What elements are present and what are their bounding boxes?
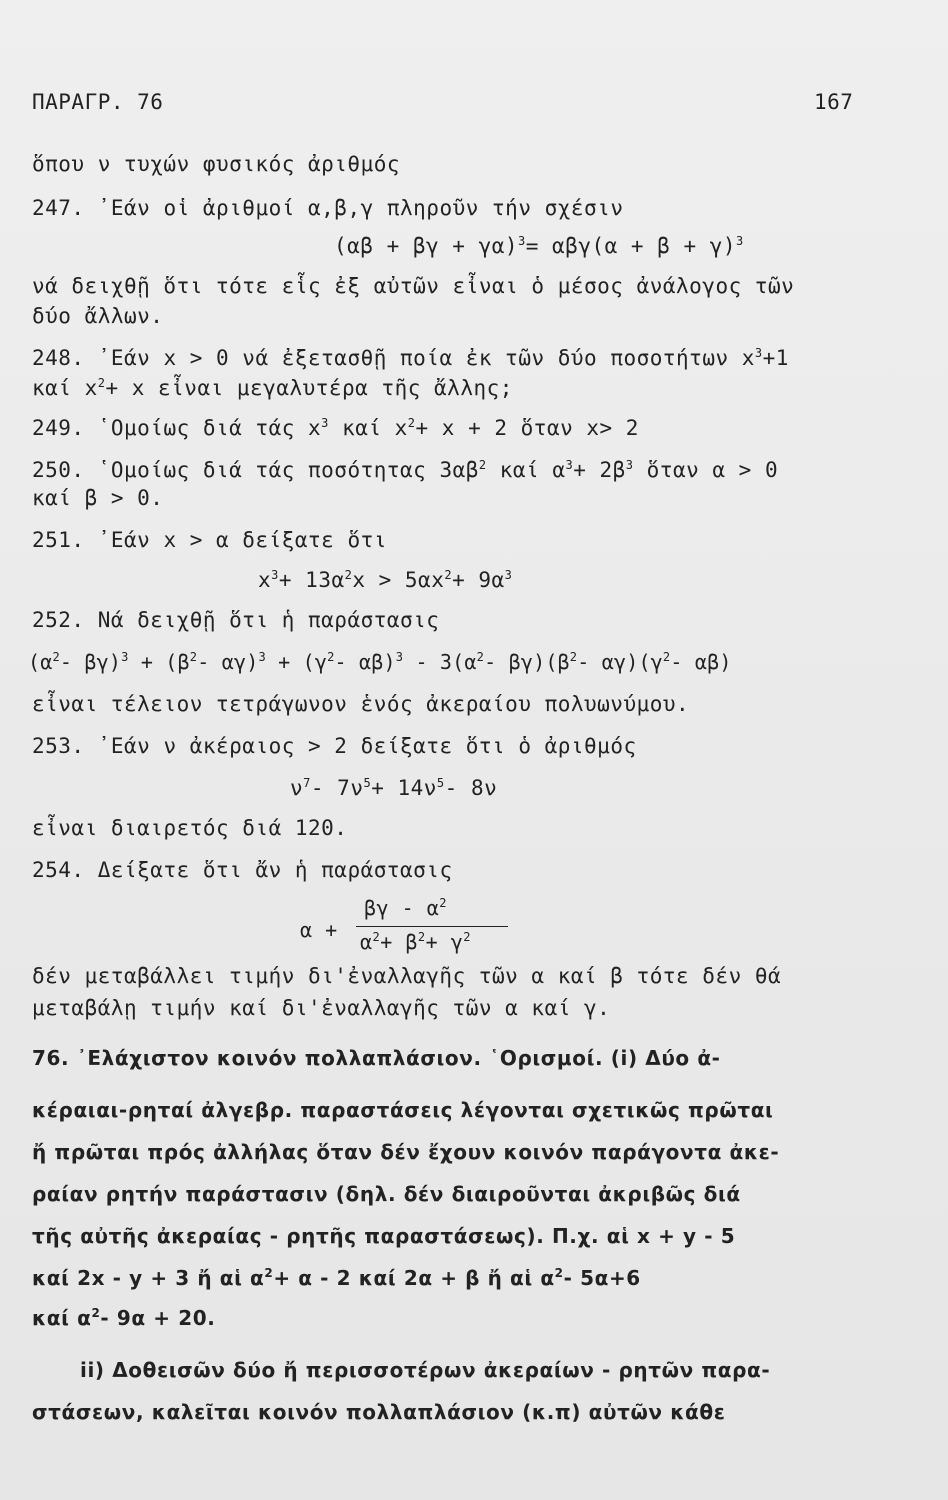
- text-line: καί β > 0.: [32, 486, 164, 510]
- text-line: ii) Δοθεισῶν δύο ἤ περισσοτέρων ἀκεραίων - ρητῶν παρα-: [80, 1358, 771, 1382]
- text-line: καί 2x - y + 3 ἤ αἱ $\alpha^2+ \alpha - 2$ καί 2α + β ἤ αἱ $\alpha^2-$ 5α+6: [32, 1266, 641, 1290]
- text-line: εἶναι διαιρετός διά 120.: [32, 816, 348, 840]
- page-number: 167: [814, 90, 854, 114]
- fraction-bar: [356, 926, 508, 927]
- text-line: εἶναι τέλειον τετράγωνον ἑνός ἀκεραίου πολυωνύμου.: [32, 692, 690, 716]
- problem-251: 251. ᾿Εάν x > α δείξατε ὅτι: [32, 528, 387, 552]
- problem-247: [32, 194, 623, 222]
- problem-248-cont: καί $x^2+ x$ εἶναι μεγαλυτέρα τῆς ἄλλης;: [32, 376, 513, 400]
- text-line: νά δειχθῇ ὅτι τότε εἷς ἐξ αὐτῶν εἶναι ὁ μέσος ἀνάλογος τῶν: [32, 274, 795, 298]
- text-line: μεταβάλῃ τιμήν καί δι'ἐναλλαγῆς τῶν α καί γ.: [32, 996, 611, 1020]
- problem-250: 250. ῾Ομοίως διά τάς ποσότητας $3\alpha\beta^2$ καί $\alpha^3+ 2\beta^3$ ὅταν α > 0: [32, 458, 779, 482]
- fraction-numerator: βγ - $\alpha^2$: [364, 896, 447, 920]
- text-line: ὅπου ν τυχών φυσικός ἀριθμός: [32, 152, 401, 176]
- running-header-section: ΠΑΡΑΓΡ. 76: [32, 90, 164, 114]
- problem-number: 250.: [32, 458, 85, 482]
- equation-251: $x^3+ 13\alpha^2x > 5\alpha x^2+ 9\alpha^3$: [258, 568, 513, 592]
- problem-number: 254.: [32, 858, 85, 882]
- text-line: ἤ πρῶται πρός ἀλλήλας ὅταν δέν ἔχουν κοινόν παράγοντα ἀκε-: [32, 1140, 780, 1164]
- text-line: ραίαν ρητήν παράστασιν (δηλ. δέν διαιροῦνται ἀκριβῶς διά: [32, 1182, 741, 1206]
- text-line: στάσεων, καλεῖται κοινόν πολλαπλάσιον (κ.π) αὐτῶν κάθε: [32, 1400, 726, 1424]
- problem-number: 251.: [32, 528, 85, 552]
- section-number: 76.: [32, 1046, 70, 1070]
- text-line: δέν μεταβάλλει τιμήν δι'ἐναλλαγῆς τῶν α καί β τότε δέν θά: [32, 964, 782, 988]
- problem-248: 248. ᾿Εάν x > 0 νά ἐξετασθῇ ποία ἐκ τῶν δύο ποσοτήτων $x^3+1$: [32, 346, 789, 370]
- fraction-denominator: $\alpha^2+ \beta^2+ \gamma^2$: [360, 930, 471, 954]
- problem-number: 247.: [32, 196, 85, 220]
- problem-number: 248.: [32, 346, 85, 370]
- fraction-lead: α +: [300, 918, 338, 942]
- text-line: τῆς αὐτῆς ἀκεραίας - ρητῆς παραστάσεως). Π.χ. αἱ x + y - 5: [32, 1224, 736, 1248]
- problem-252: 252. Νά δειχθῇ ὅτι ἡ παράστασις: [32, 608, 440, 632]
- problem-number: 253.: [32, 734, 85, 758]
- problem-253: 253. ᾿Εάν ν ἀκέραιος > 2 δείξατε ὅτι ὁ ἀριθμός: [32, 734, 637, 758]
- problem-number: 249.: [32, 416, 85, 440]
- equation-247: $(\alpha\beta + \beta\gamma + \gamma\alpha)^3= \alpha\beta\gamma(\alpha + \beta + \gamma)^3$: [334, 234, 744, 258]
- problem-number: 252.: [32, 608, 85, 632]
- equation-252: ($\alpha^2-$ $\beta\gamma)^3 + (\beta^2-$ $\alpha\gamma)^3 + (\gamma^2-$ $\alpha\beta)^3 - 3(\alpha^2-$ $\beta\gamma)(\beta^2-$ $\alpha\gamma)(\gamma^2-$ αβ): [28, 650, 732, 674]
- text-line: καί $\alpha^2-$ 9α + 20.: [32, 1306, 216, 1330]
- problem-249: 249. ῾Ομοίως διά τάς $x^3$ καί $x^2+ x + 2$ ὅταν x> 2: [32, 416, 639, 440]
- problem-254: 254. Δείξατε ὅτι ἄν ἡ παράστασις: [32, 858, 453, 882]
- equation-253: $\nu^7-$ $7\nu^5+ 14\nu^5-$ 8ν: [290, 776, 498, 800]
- section-76-heading: 76. ᾿Ελάχιστον κοινόν πολλαπλάσιον. ῾Ορισμοί. (i) Δύο ἀ-: [32, 1046, 721, 1070]
- text-line: κέραιαι-ρηταί ἀλγεβρ. παραστάσεις λέγονται σχετικῶς πρῶται: [32, 1098, 774, 1122]
- problem-text: ᾿Εάν οἱ ἀριθμοί α,β,γ πληροῦν τήν σχέσιν: [97, 196, 624, 220]
- text-line: δύο ἄλλων.: [32, 304, 164, 328]
